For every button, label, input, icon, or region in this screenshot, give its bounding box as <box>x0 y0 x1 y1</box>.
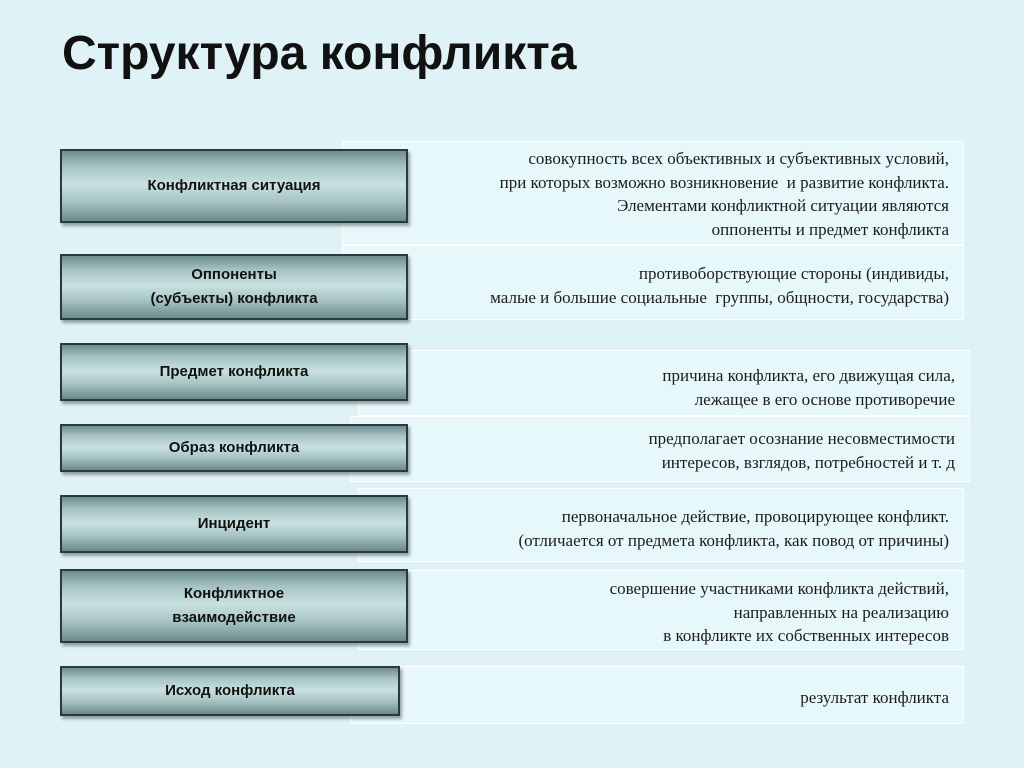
description-line: оппоненты и предмет конфликта <box>711 219 949 239</box>
label-incident <box>60 495 408 553</box>
description-line: малые и большие социальные группы, общности, государства) <box>490 287 949 307</box>
label-conflict-interaction <box>60 569 408 643</box>
description-line: совершение участниками конфликта действий, <box>609 579 949 598</box>
label-text: Образ конфликта <box>168 439 300 456</box>
description-line: в конфликте их собственных интересов <box>663 626 949 645</box>
description-line: противоборствующие стороны (индивиды, <box>638 264 949 283</box>
description-line: предполагает осознание несовместимости <box>648 429 955 448</box>
description-line: (отличается от предмета конфликта, как повод от причины) <box>518 530 949 550</box>
description-box-outcome <box>350 666 964 724</box>
description-line: интересов, взглядов, потребностей и т. д <box>661 452 955 472</box>
description-line: причина конфликта, его движущая сила, <box>662 366 955 385</box>
description-line: Элементами конфликтной ситуации являются <box>617 196 949 215</box>
description-box-opponents <box>342 245 964 320</box>
description-box-situation <box>342 141 964 245</box>
label-text: (субъекты) конфликта <box>150 290 318 307</box>
label-conflict-subject <box>60 343 408 401</box>
label-text: Инцидент <box>197 515 271 532</box>
label-text: взаимодействие <box>172 609 296 626</box>
label-opponents <box>60 254 408 320</box>
label-text: Конфликтная ситуация <box>147 177 321 194</box>
description-box-incident <box>358 488 964 562</box>
description-line: совокупность всех объективных и субъективных условий, <box>528 149 949 168</box>
label-text: Конфликтное <box>183 585 285 602</box>
description-box-image <box>350 416 970 482</box>
description-box-interaction <box>358 570 964 650</box>
description-line: при которых возможно возникновение и развитие конфликта. <box>499 172 949 192</box>
label-text: Исход конфликта <box>165 682 295 699</box>
label-conflict-outcome <box>60 666 400 716</box>
label-conflict-image <box>60 424 408 472</box>
description-box-subject <box>358 350 970 416</box>
description-line: направленных на реализацию <box>733 602 949 622</box>
label-text: Оппоненты <box>191 266 277 283</box>
description-line: результат конфликта <box>800 688 949 707</box>
label-text: Предмет конфликта <box>159 363 309 380</box>
page-title: Структура конфликта <box>62 27 577 80</box>
label-conflict-situation <box>60 149 408 223</box>
description-line: первоначальное действие, провоцирующее конфликт. <box>561 507 949 526</box>
description-line: лежащее в его основе противоречие <box>694 389 955 409</box>
